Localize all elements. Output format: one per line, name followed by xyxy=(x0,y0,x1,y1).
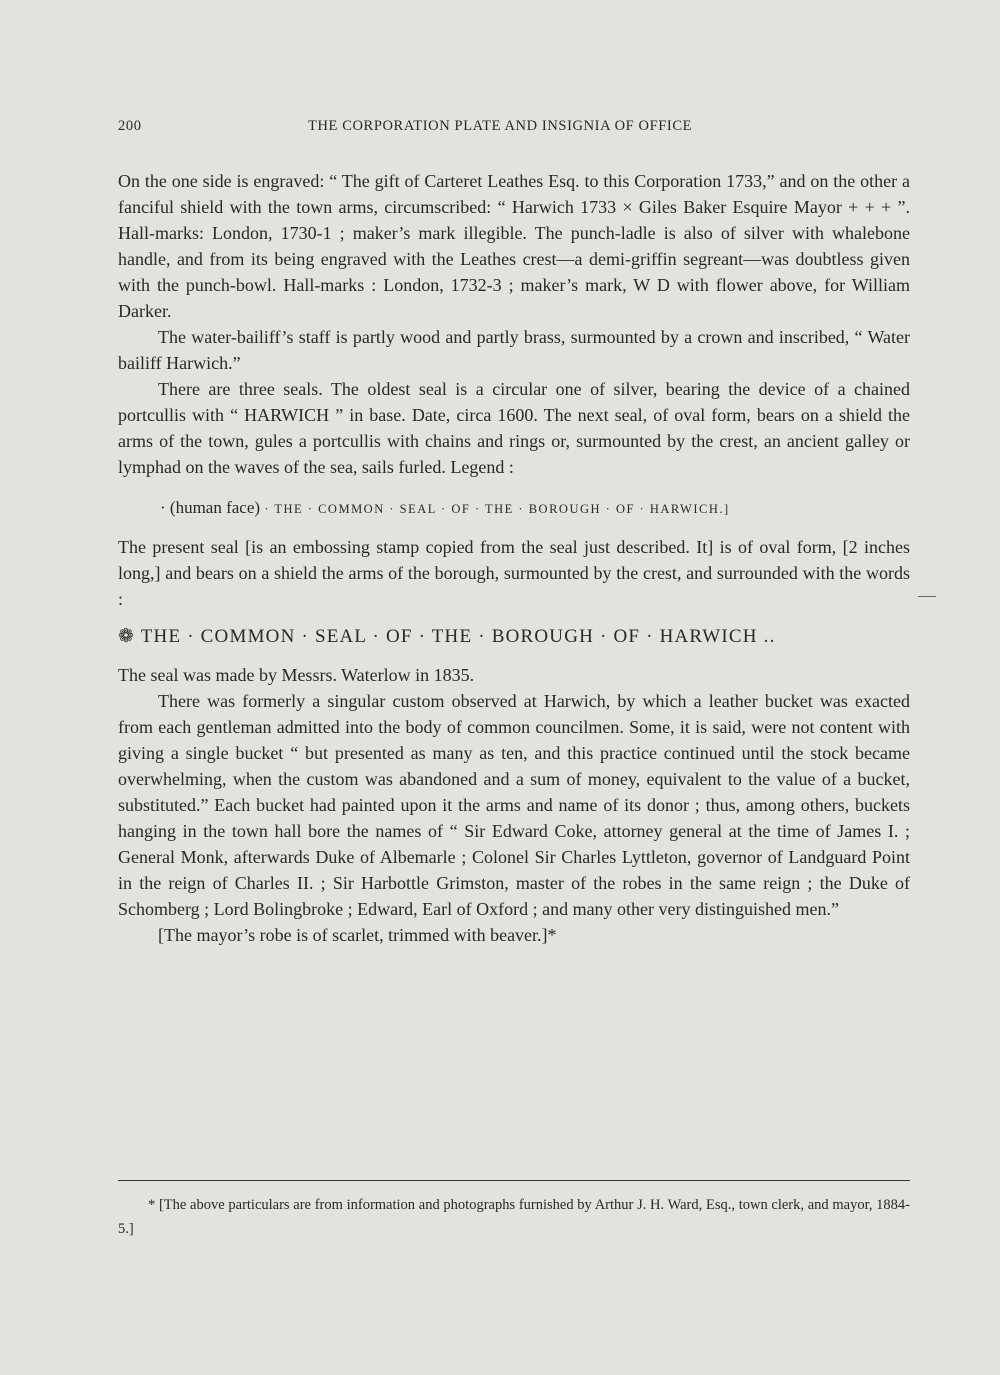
seal-legend-prefix: · (human face) xyxy=(160,498,261,517)
running-title: THE CORPORATION PLATE AND INSIGNIA OF OFFICE xyxy=(308,118,693,134)
paragraph-punch-bowl: On the one side is engraved: “ The gift of Carteret Leathes Esq. to this Corporation 1733,” and on the other a fanciful shield with the town arms, circumscribed: “ Harwich 1733 × Giles Baker Esquire Mayor + + + ”. Hall-marks: London, 1730-1 ; maker’s mark illegible. The punch-ladle is also of silver with whalebone handle, and from its being engraved with the Leathes crest—a demi-griffin segreant—was doubtless given with the punch-bowl. Hall-marks : London, 1732-3 ; maker’s mark, W D with flower above, for William Darker. xyxy=(118,171,910,321)
seal-legend-text: · THE · COMMON · SEAL · OF · THE · BOROUGH · OF · HARWICH.] xyxy=(264,502,730,516)
paragraph-water-bailiff-staff: The water-bailiff’s staff is partly wood and partly brass, surmounted by a crown and inscribed, “ Water bailiff Harwich.” xyxy=(118,327,910,373)
seal-legend-old xyxy=(160,495,910,522)
footnote-text: * [The above particulars are from information and photographs furnished by Arthur J. H. Ward, Esq., town clerk, and mayor, 1884-5.] xyxy=(118,1197,910,1237)
margin-mark xyxy=(918,596,936,597)
seal-legend-present: ❁ THE · COMMON · SEAL · OF · THE · BOROUGH · OF · HARWICH .. xyxy=(118,626,776,647)
paragraph-present-seal: The present seal [is an embossing stamp copied from the seal just described. It] is of oval form, [2 inches long,] and bears on a shield the arms of the borough, surmounted by the crest, and surrounded with the words : xyxy=(118,537,910,609)
paragraph-waterlow: The seal was made by Messrs. Waterlow in 1835. xyxy=(118,665,475,685)
page-number: 200 xyxy=(118,118,142,134)
paragraph-bucket-custom: There was formerly a singular custom observed at Harwich, by which a leather bucket was exacted from each gentleman admitted into the body of common councilmen. Some, it is said, were not content with giving a single bucket “ but presented as many as ten, and this practice continued until the stock became overwhelming, when the custom was abandoned and a sum of money, equivalent to the value of a bucket, substituted.” Each bucket had painted upon it the arms and name of its donor ; thus, among others, buckets hanging in the town hall bore the names of “ Sir Edward Coke, attorney general at the time of James I. ; General Monk, afterwards Duke of Albemarle ; Colonel Sir Charles Lyttleton, governor of Landguard Point in the reign of Charles II. ; Sir Harbottle Grimston, master of the robes in the same reign ; the Duke of Schomberg ; Lord Bolingbroke ; Edward, Earl of Oxford ; and many other very distinguished men.” xyxy=(118,691,910,919)
paragraph-seals: There are three seals. The oldest seal is a circular one of silver, bearing the device of a chained portcullis with “ HARWICH ” in base. Date, circa 1600. The next seal, of oval form, bears on a shield the arms of the town, gules a portcullis with chains and rings or, surmounted by the crest, an ancient galley or lymphad on the waves of the sea, sails furled. Legend : xyxy=(118,379,910,477)
footnote xyxy=(118,1193,910,1241)
main-text xyxy=(118,168,910,948)
paragraph-mayors-robe: [The mayor’s robe is of scarlet, trimmed with beaver.]* xyxy=(158,925,557,945)
footnote-rule xyxy=(118,1180,910,1181)
